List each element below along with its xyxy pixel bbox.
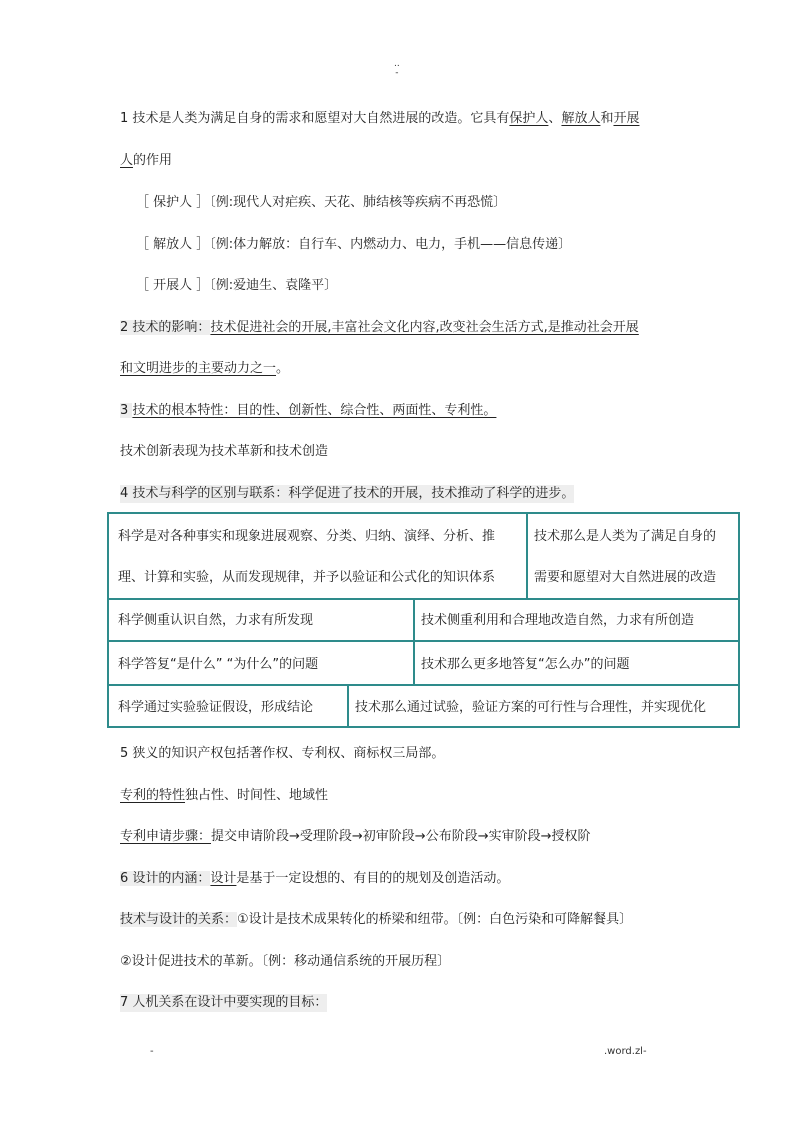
s5-steps-label: 专利申请步骤： <box>120 829 212 844</box>
s6-relation-text1: ①设计是技术成果转化的桥梁和纽带。〔例：白色污染和可降解餐具〕 <box>237 912 633 927</box>
s5-patent-traits <box>120 787 328 805</box>
table-cell-tech-def-2: 需要和愿望对大自然进展的改造 <box>534 570 717 585</box>
table-divider <box>526 514 528 598</box>
s3-num: 3 <box>120 403 133 418</box>
s5-patent-text: 独占性、时间性、地域性 <box>185 788 329 803</box>
table-cell-tech-method: 技术那么通过试验，验证方案的可行性与合理性，并实现优化 <box>355 700 707 715</box>
s1-item-protect: ［ 保护人 ］〔例:现代人对疟疾、天花、肺结核等疾病不再恐慌〕 <box>136 195 507 210</box>
header-dash: - <box>395 68 399 78</box>
s5-patent-label: 专利的特性 <box>120 788 186 803</box>
s6-relation-cont: ②设计促进技术的革新。〔例：移动通信系统的开展历程〕 <box>120 954 451 969</box>
s3-paragraph <box>120 402 496 420</box>
table-cell-science-def-2: 理、计算和实验，从而发现规律，并予以验证和公式化的知识体系 <box>118 570 496 585</box>
table-cell-science-def-1: 科学是对各种事实和现象进展观察、分类、归纳、演绎、分析、推 <box>118 529 496 544</box>
table-cell-tech-def-1: 技术那么是人类为了满足自身的 <box>534 529 717 544</box>
s1-prefix: 1 技术是人类为满足自身的需求和愿望对大自然进展的改造。它具有 <box>120 111 510 126</box>
s6-label: 6 设计的内涵： <box>120 871 211 886</box>
s2-paragraph-cont <box>120 360 289 378</box>
footer-left: - <box>150 1046 154 1057</box>
table-cell-science-questions: 科学答复“是什么” “为什么”的问题 <box>118 657 319 672</box>
table-divider <box>413 598 415 684</box>
page-header <box>394 60 400 78</box>
table-cell-science-method: 科学通过实验验证假设，形成结论 <box>118 700 314 715</box>
s6-design-term: 设计 <box>210 871 237 886</box>
s1-item-liberate: ［ 解放人 ］〔例:体力解放：自行车、内燃动力、电力，手机——信息传递〕 <box>136 237 572 252</box>
table-divider <box>347 684 349 728</box>
s1-develop-term-end: 人 <box>120 153 134 168</box>
s3-text: 技术的根本特性：目的性、创新性、综合性、两面性、专利性。 <box>132 403 497 418</box>
table-divider <box>109 598 738 600</box>
table-cell-tech-questions: 技术那么更多地答复“怎么办”的问题 <box>421 657 630 672</box>
s5-steps-text: 提交申请阶段→受理阶段→初审阶段→公布阶段→实审阶段→授权阶 <box>211 829 591 844</box>
s1-suffix: 的作用 <box>133 153 173 168</box>
s2-paragraph <box>120 319 639 337</box>
s1-liberate-term: 解放人 <box>561 111 601 126</box>
s1-develop-term: 开展 <box>613 111 640 126</box>
s5-paragraph: 5 狭义的知识产权包括著作权、专利权、商标权三局部。 <box>120 746 445 761</box>
s6-text: 是基于一定设想的、有目的的规划及创造活动。 <box>236 871 510 886</box>
footer-right: .word.zl- <box>604 1046 647 1057</box>
table-divider <box>109 684 738 686</box>
s5-patent-steps <box>120 828 590 846</box>
table-divider <box>109 640 738 642</box>
s6-relation-label: 技术与设计的关系： <box>120 912 238 927</box>
s1-item-develop: ［ 开展人 ］〔例:爱迪生、袁隆平〕 <box>136 278 338 293</box>
s7-heading: 7 人机关系在设计中要实现的目标： <box>120 995 328 1010</box>
s2-text2: 和文明进步的主要动力之一 <box>120 361 277 376</box>
s6-relation <box>120 911 632 929</box>
s1-sep1: 、 <box>548 111 562 126</box>
science-technology-table <box>107 512 740 728</box>
s1-paragraph <box>120 110 639 128</box>
s2-text1: 技术促进社会的开展,丰富社会文化内容,改变社会生活方式,是推动社会开展 <box>210 320 639 335</box>
s6-paragraph <box>120 870 509 888</box>
s1-protect-term: 保护人 <box>509 111 549 126</box>
s4-title: 4 技术与科学的区别与联系：科学促进了技术的开展，技术推动了科学的进步。 <box>120 486 575 501</box>
s1-paragraph-cont <box>120 152 172 170</box>
s1-sep2: 和 <box>600 111 614 126</box>
table-cell-science-focus: 科学侧重认识自然，力求有所发现 <box>118 613 314 628</box>
header-dots: .. <box>394 59 400 69</box>
s2-label: 2 技术的影响： <box>120 320 211 335</box>
table-cell-tech-focus: 技术侧重利用和合理地改造自然，力求有所创造 <box>421 613 695 628</box>
s2-end: 。 <box>276 361 290 376</box>
s3-note: 技术创新表现为技术革新和技术创造 <box>120 444 329 459</box>
